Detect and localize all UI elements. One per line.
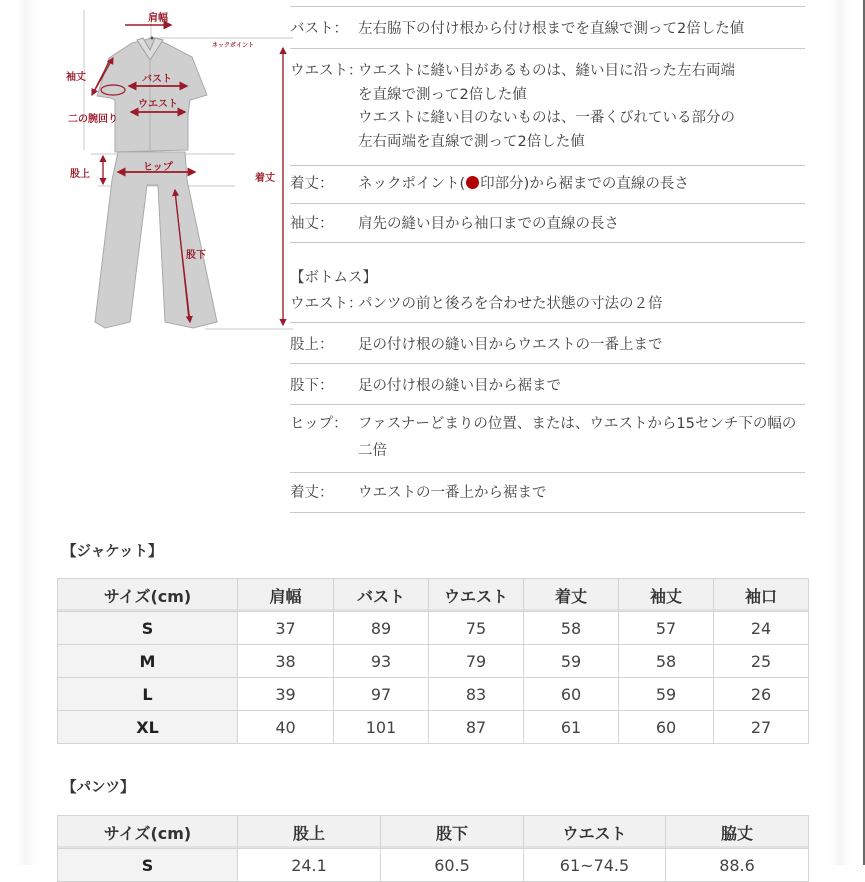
table-header-row (58, 816, 809, 849)
definition-text: 左右脇下の付け根から付け根までを直線で測って2倍した値 (358, 21, 745, 37)
column-header: バスト (334, 579, 429, 612)
term: ウエスト： (290, 296, 363, 312)
divider (290, 6, 805, 7)
definition-text: 肩先の縫い目から袖口までの直線の長さ (358, 216, 619, 232)
divider (290, 404, 805, 405)
label-inseam: 股下 (186, 250, 206, 261)
label-rise: 股上 (70, 169, 90, 180)
table-row (58, 678, 809, 711)
garment-diagram-icon (55, 0, 295, 335)
divider (290, 472, 805, 473)
divider (290, 203, 805, 204)
divider (290, 512, 805, 513)
column-header: ウエスト (429, 579, 524, 612)
table-cell: 60 (524, 678, 619, 711)
table-cell: 40 (238, 711, 334, 744)
label-bust: バスト (142, 74, 172, 85)
term: ウエスト： (290, 63, 363, 79)
table-cell: 38 (238, 645, 334, 678)
table-cell: 87 (429, 711, 524, 744)
pants-table-title: 【パンツ】 (62, 780, 135, 796)
divider (290, 48, 805, 49)
table-cell: 39 (238, 678, 334, 711)
table-cell: 37 (238, 612, 334, 645)
red-dot-icon (466, 176, 479, 189)
divider (290, 165, 805, 166)
definition-text (358, 172, 689, 196)
column-header: 股上 (238, 816, 381, 849)
term: 着丈： (290, 176, 334, 192)
column-header: 着丈 (524, 579, 619, 612)
jacket-size-table (57, 578, 809, 744)
definition-text: 足の付け根の縫い目から裾まで (358, 378, 561, 394)
column-header: 肩幅 (238, 579, 334, 612)
column-header: 袖丈 (619, 579, 714, 612)
definition-text: ウエストに縫い目があるものは、縫い目に沿った左右両端 (358, 63, 735, 79)
table-cell: 25 (714, 645, 809, 678)
text-part: ネックポイント( (358, 176, 466, 192)
divider (290, 242, 805, 243)
term: 袖丈： (290, 216, 334, 232)
table-cell: 97 (334, 678, 429, 711)
text-part: 印部分)から裾までの直線の長さ (480, 176, 689, 192)
column-header: ウエスト (524, 816, 666, 849)
column-header: サイズ(cm) (58, 816, 238, 849)
table-cell: 101 (334, 711, 429, 744)
table-row (58, 711, 809, 744)
definition-text: ウエストの一番上から裾まで (358, 485, 547, 501)
table-cell: 27 (714, 711, 809, 744)
table-cell: 60.5 (381, 849, 524, 882)
table-cell: 58 (524, 612, 619, 645)
table-cell: 89 (334, 612, 429, 645)
page-margin-left (16, 0, 36, 865)
definition-waist (290, 59, 805, 159)
column-header: 股下 (381, 816, 524, 849)
table-cell: 93 (334, 645, 429, 678)
size-cell: L (58, 678, 238, 711)
table-cell: 59 (619, 678, 714, 711)
table-cell: 75 (429, 612, 524, 645)
term: ヒップ： (290, 416, 348, 432)
table-cell: 58 (619, 645, 714, 678)
divider (290, 363, 805, 364)
divider (290, 322, 805, 323)
term: 股上： (290, 337, 334, 353)
jacket-table-title: 【ジャケット】 (62, 544, 163, 560)
term: 股下： (290, 378, 334, 394)
definition-hip (290, 412, 805, 462)
definition-text: 二倍 (358, 443, 387, 459)
column-header: 袖口 (714, 579, 809, 612)
table-header-row (58, 579, 809, 612)
size-cell: S (58, 612, 238, 645)
table-cell: 79 (429, 645, 524, 678)
definition-text: ファスナーどまりの位置、または、ウエストから15センチ下の幅の (358, 416, 797, 432)
table-cell: 24.1 (238, 849, 381, 882)
label-shoulder-width: 肩幅 (148, 13, 168, 24)
column-header: 脇丈 (666, 816, 809, 849)
size-cell: M (58, 645, 238, 678)
size-cell: S (58, 849, 238, 882)
label-waist: ウエスト (138, 99, 178, 110)
table-row (58, 612, 809, 645)
definition-text: 左右両端を直線で測って2倍した値 (358, 134, 585, 150)
section-title-bottoms: 【ボトムス】 (290, 270, 377, 286)
definition-text: を直線で測って2倍した値 (358, 87, 527, 103)
table-cell: 83 (429, 678, 524, 711)
table-cell: 57 (619, 612, 714, 645)
definition-text: 足の付け根の縫い目からウエストの一番上まで (358, 337, 663, 353)
table-cell: 88.6 (666, 849, 809, 882)
definition-text: ウエストに縫い目のないものは、一番くびれている部分の (358, 110, 735, 126)
label-upper-arm: 二の腕回り (68, 114, 118, 125)
column-header: サイズ(cm) (58, 579, 238, 612)
table-cell: 26 (714, 678, 809, 711)
term: 着丈： (290, 485, 334, 501)
pants-size-table (57, 815, 809, 882)
table-cell: 60 (619, 711, 714, 744)
table-cell: 59 (524, 645, 619, 678)
label-total-length: 着丈 (255, 173, 275, 184)
size-cell: XL (58, 711, 238, 744)
table-cell: 61~74.5 (524, 849, 666, 882)
definition-text: パンツの前と後ろを合わせた状態の寸法の２倍 (358, 296, 663, 312)
page-margin-right (830, 0, 850, 865)
label-neck-point: ネックポイント (212, 42, 255, 49)
term: バスト： (290, 21, 348, 37)
table-row (58, 849, 809, 882)
label-hip: ヒップ (143, 162, 173, 173)
table-row (58, 645, 809, 678)
label-sleeve-length: 袖丈 (66, 72, 86, 83)
table-cell: 61 (524, 711, 619, 744)
measurement-illustration (55, 0, 295, 335)
table-cell: 24 (714, 612, 809, 645)
